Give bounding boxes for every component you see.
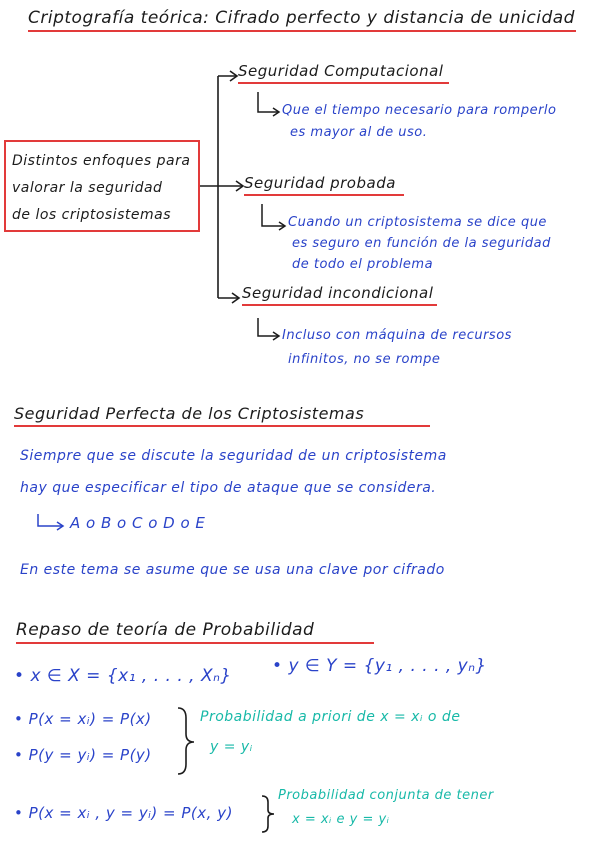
bullet-px bbox=[14, 710, 152, 728]
branch-desc-line: Incluso con máquina de recursos bbox=[282, 328, 512, 343]
brace2-note-line1: Probabilidad conjunta de tener bbox=[278, 788, 494, 803]
formula-px: P(x = xᵢ) = P(x) bbox=[28, 710, 152, 728]
branch-desc-incondicional bbox=[282, 324, 512, 372]
branch-desc-line: Que el tiempo necesario para romperlo bbox=[282, 103, 557, 118]
branch-desc-line: de todo el problema bbox=[292, 257, 434, 272]
approaches-box-line3: de los criptosistemas bbox=[12, 207, 172, 223]
section-title-probabilidad: Repaso de teoría de Probabilidad bbox=[16, 620, 374, 644]
brace2-note-line2: x = xᵢ e y = yᵢ bbox=[292, 812, 390, 827]
branch-desc-line: es seguro en función de la seguridad bbox=[292, 236, 551, 251]
bullet-py bbox=[14, 746, 152, 764]
section1-paragraph-3: En este tema se asume que se usa una clave por cifrado bbox=[20, 562, 445, 578]
bullet-dot: • bbox=[14, 666, 25, 686]
approaches-box-line1: Distintos enfoques para bbox=[12, 153, 191, 169]
branch-desc-computacional bbox=[282, 100, 557, 144]
bullet-dot: • bbox=[14, 746, 24, 764]
formula-py: P(y = yᵢ) = P(y) bbox=[28, 746, 152, 764]
bullet-dot: • bbox=[272, 656, 283, 676]
branch-desc-line: infinitos, no se rompe bbox=[288, 352, 441, 367]
branch-heading-computacional: Seguridad Computacional bbox=[238, 62, 449, 84]
formula-x-set: x ∈ X = {x₁ , . . . , Xₙ} bbox=[30, 666, 232, 686]
brace1-note-line2: y = yᵢ bbox=[210, 739, 253, 755]
brace1-note bbox=[200, 702, 460, 762]
approaches-box-line2: valorar la seguridad bbox=[12, 180, 163, 196]
bullet-pxy bbox=[14, 804, 233, 822]
attack-types: A o B o C o D o E bbox=[70, 514, 206, 532]
formula-y-set: y ∈ Y = {y₁ , . . . , yₙ} bbox=[288, 656, 487, 676]
bullet-y-set bbox=[272, 656, 487, 676]
branch-desc-line: Cuando un criptosistema se dice que bbox=[288, 215, 547, 230]
brace1-note-line1: Probabilidad a priori de x = xᵢ o de bbox=[200, 709, 461, 725]
bullet-x-set bbox=[14, 666, 232, 686]
page-title: Criptografía teórica: Cifrado perfecto y distancia de unicidad bbox=[28, 8, 576, 32]
branch-desc-line: es mayor al de uso. bbox=[290, 125, 428, 140]
section-title-seguridad-perfecta: Seguridad Perfecta de los Criptosistemas bbox=[14, 404, 430, 427]
formula-pxy: P(x = xᵢ , y = yᵢ) = P(x, y) bbox=[28, 804, 233, 822]
branch-heading-incondicional: Seguridad incondicional bbox=[242, 284, 437, 306]
bullet-dot: • bbox=[14, 804, 24, 822]
bullet-dot: • bbox=[14, 710, 24, 728]
section1-paragraph-1: Siempre que se discute la seguridad de un criptosistema bbox=[20, 448, 447, 464]
brace2-note bbox=[278, 784, 494, 832]
branch-desc-probada bbox=[288, 212, 551, 275]
section1-paragraph-2: hay que especificar el tipo de ataque que se considera. bbox=[20, 480, 437, 496]
branch-heading-probada: Seguridad probada bbox=[244, 174, 404, 196]
